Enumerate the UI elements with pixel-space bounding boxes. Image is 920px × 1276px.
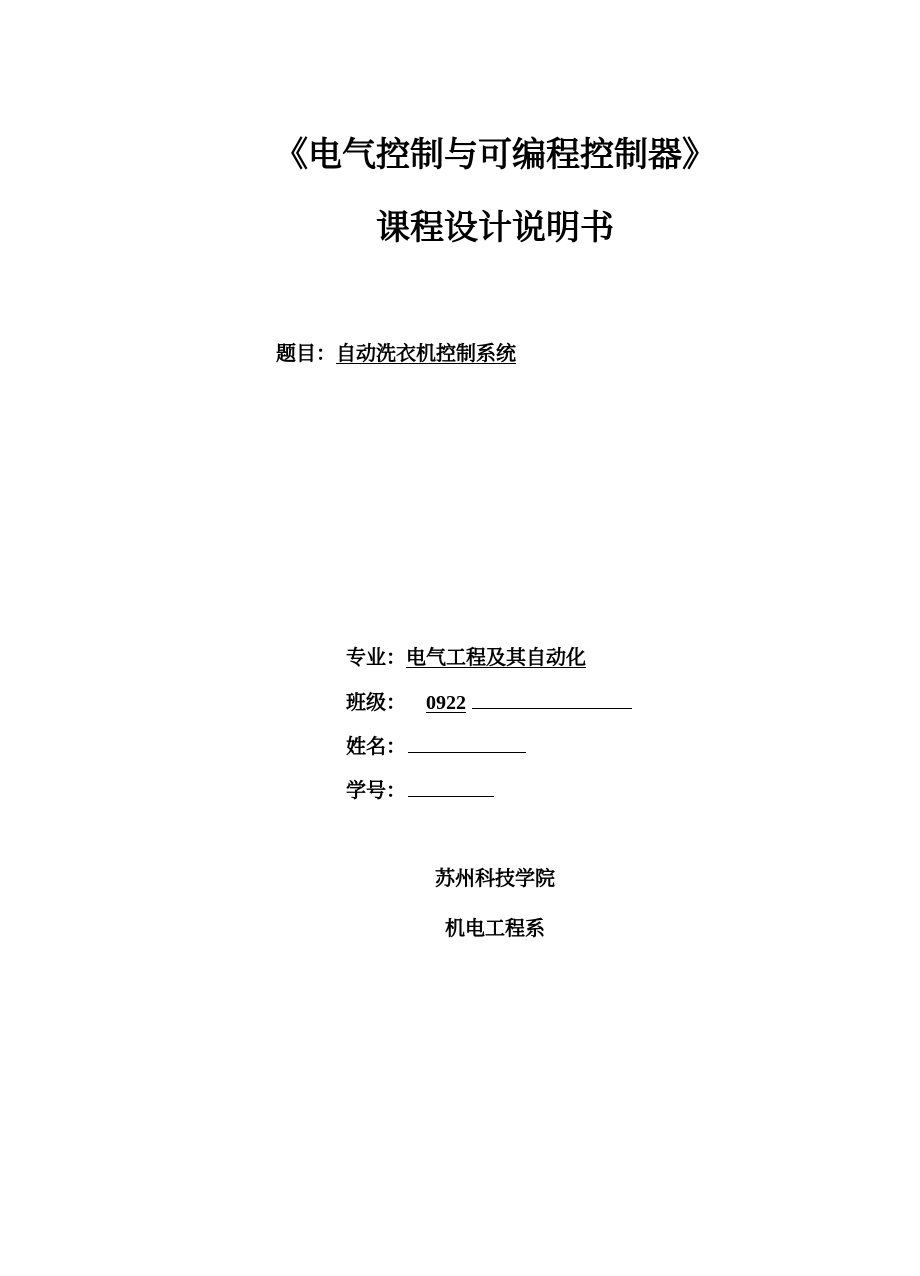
class-value: 0922 [426, 692, 466, 714]
document-title-line-1: 《电气控制与可编程控制器》 [274, 135, 716, 175]
major-value: 电气工程及其自动化 [406, 645, 586, 669]
topic-label: 题目： [276, 341, 336, 365]
major-row [346, 644, 586, 670]
name-label: 姓名： [346, 734, 406, 758]
topic-row [276, 340, 516, 366]
student-id-label: 学号： [346, 778, 406, 802]
class-row [346, 688, 632, 716]
department-name: 机电工程系 [445, 916, 545, 940]
major-label: 专业： [346, 645, 406, 669]
topic-value: 自动洗衣机控制系统 [336, 341, 516, 365]
student-id-row [346, 776, 494, 803]
student-id-blank-line [408, 776, 494, 797]
class-label: 班级： [346, 690, 406, 714]
name-row [346, 732, 526, 759]
name-blank-line [408, 732, 526, 753]
document-title-line-2: 课程设计说明书 [376, 208, 614, 248]
class-blank-line [472, 688, 632, 709]
school-name: 苏州科技学院 [435, 866, 555, 890]
